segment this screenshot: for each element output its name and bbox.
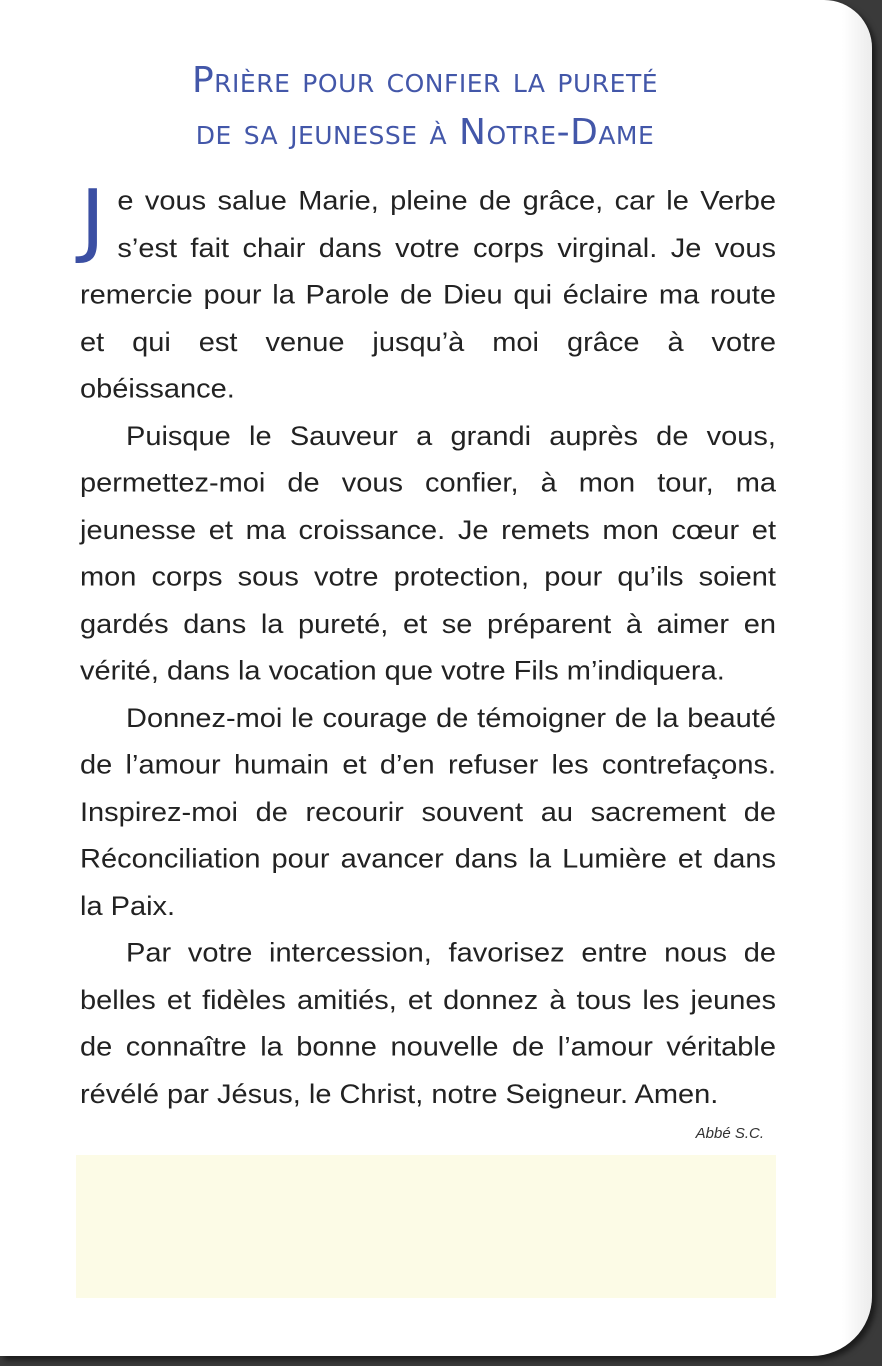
prayer-title xyxy=(0,55,850,159)
prayer-title-line-1: Prière pour confier la pureté xyxy=(191,60,659,101)
prayer-paragraph-4: Par votre intercession, favorisez entre nous de belles et fidèles amitiés, et donnez à tous les jeunes de connaître la bonne nouvelle de l’amour véritable révélé par Jésus, le Christ, notre Seigneur. Amen. xyxy=(80,938,776,1110)
prayer-paragraph-1 xyxy=(80,173,776,413)
author-signature: Abbé S.C. xyxy=(695,1125,764,1142)
card-edge-shade xyxy=(842,0,872,1356)
prayer-body xyxy=(80,173,776,1118)
prayer-paragraph-2: Puisque le Sauveur a grandi auprès de vous, permettez-moi de vous confier, à mon tour, ma jeunesse et ma croissance. Je remets mon cœur et mon corps sous votre protection, pour qu’ils soient gardés dans la pureté, et se préparent à aimer en vérité, dans la vocation que votre Fils m’indiquera. xyxy=(80,421,776,687)
prayer-paragraph-3: Donnez-moi le courage de témoigner de la beauté de l’amour humain et d’en refuser les contrefaçons. Inspirez-moi de recourir souvent au sacrement de Réconciliation pour avancer dans la Lumière et dans la Paix. xyxy=(80,703,776,922)
drop-cap-letter: J xyxy=(80,173,106,267)
prayer-title-line-2: de sa jeunesse à Notre-Dame xyxy=(195,112,655,153)
prayer-paragraph-1-text: e vous salue Marie, pleine de grâce, car le Verbe s’est fait chair dans votre corps virginal. Je vous remercie pour la Parole de Dieu qui éclaire ma route et qui est venue jusqu’à moi grâce à votre obéissance. xyxy=(80,186,776,405)
blank-note-area xyxy=(76,1155,776,1298)
